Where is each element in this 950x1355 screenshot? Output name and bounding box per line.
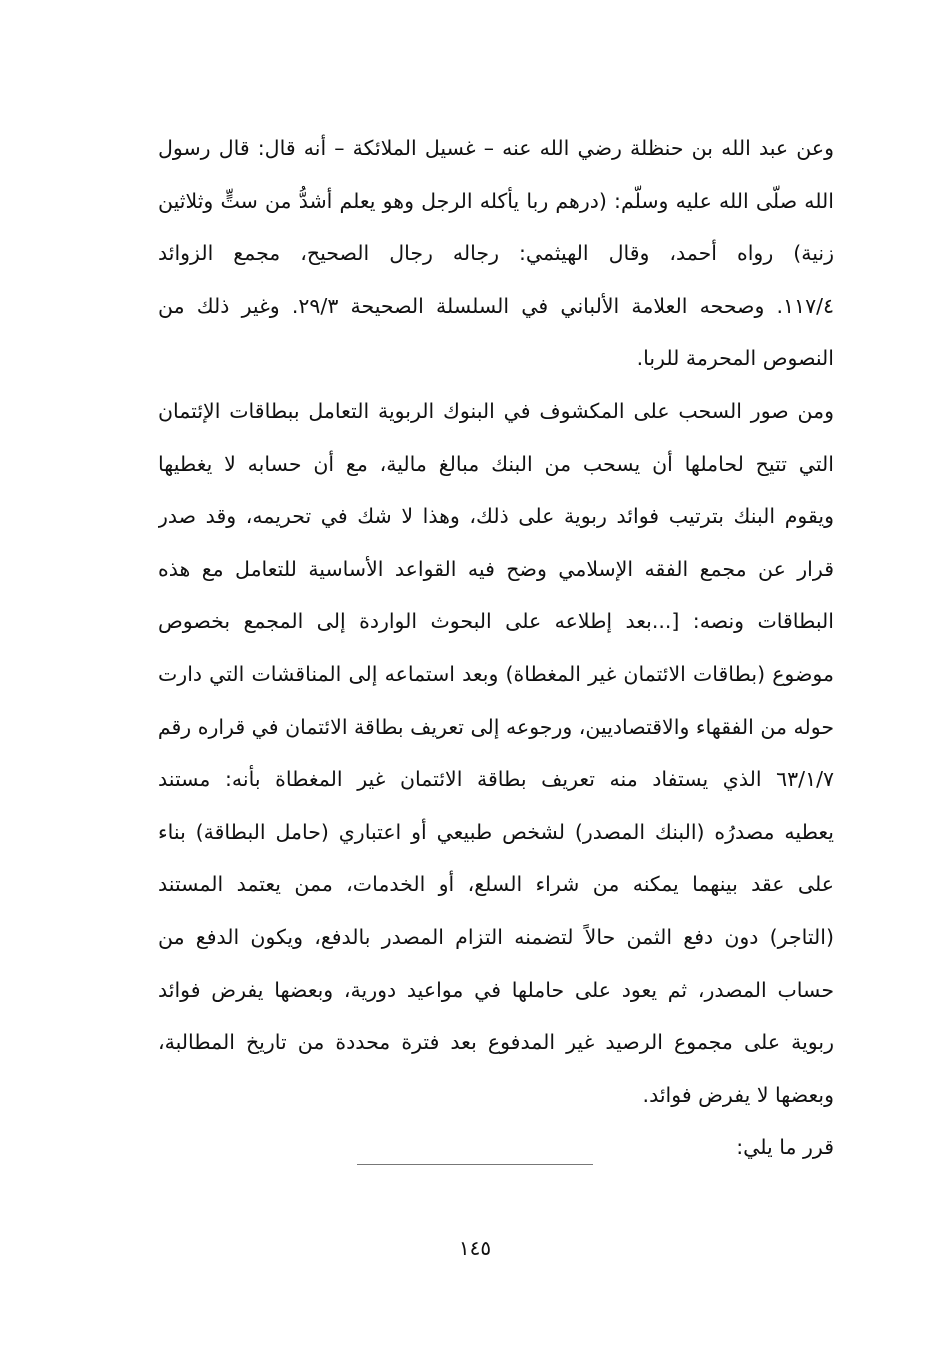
- text-line: الله صلّى الله عليه وسلّم: (درهم ربا يأكله الرجل وهو يعلم أشدُّ من ستٍّ وثلاثين: [158, 188, 834, 213]
- footnote-divider: [357, 1164, 593, 1165]
- text-line: زنية) رواه أحمد، وقال الهيثمي: رجاله رجال الصحيح، مجمع الزوائد: [158, 241, 834, 266]
- text-line: على عقد بينهما يمكنه من شراء السلع، أو الخدمات، ممن يعتمد المستند: [158, 872, 834, 897]
- text-line-last: النصوص المحرمة للربا.: [636, 346, 834, 371]
- body-text: [158, 122, 834, 1174]
- text-line: البطاقات ونصه: [...بعد إطلاعه على البحوث الواردة إلى المجمع بخصوص: [158, 609, 834, 634]
- text-line: ويقوم البنك بترتيب فوائد ربوية على ذلك، وهذا لا شك في تحريمه، وقد صدر: [158, 504, 834, 529]
- text-line: (التاجر) دون دفع الثمن حالاً لتضمنه التزام المصدر بالدفع، ويكون الدفع من: [158, 924, 834, 949]
- text-line: ١١٧/٤. وصححه العلامة الألباني في السلسلة الصحيحة ٢٩/٣. وغير ذلك من: [158, 293, 834, 318]
- decision-heading: قرر ما يلي:: [736, 1135, 834, 1160]
- text-line: حساب المصدر، ثم يعود على حاملها في مواعيد دورية، وبعضها يفرض فوائد: [158, 977, 834, 1002]
- text-line: التي تتيح لحاملها أن يسحب من البنك مبالغ مالية، مع أن حسابه لا يغطيها: [158, 451, 834, 476]
- text-line: وعن عبد الله بن حنظلة رضي الله عنه – غسيل الملائكة – أنه قال: قال رسول: [158, 136, 834, 160]
- text-line: حوله من الفقهاء والاقتصاديين، ورجوعه إلى تعريف بطاقة الائتمان في قراره رقم: [158, 714, 834, 739]
- text-line: موضوع (بطاقات الائتمان غير المغطاة) وبعد استماعه إلى المناقشات التي دارت: [158, 661, 834, 686]
- text-line-last: وبعضها لا يفرض فوائد.: [642, 1082, 834, 1107]
- page-number: ١٤٥: [458, 1236, 492, 1260]
- text-line: ربوية على مجموع الرصيد غير المدفوع بعد فترة محددة من تاريخ المطالبة،: [158, 1030, 834, 1055]
- text-line: ومن صور السحب على المكشوف في البنوك الربوية التعامل ببطاقات الإئتمان: [158, 398, 834, 423]
- text-line: قرار عن مجمع الفقه الإسلامي وضح فيه القواعد الأساسية للتعامل مع هذه: [158, 556, 834, 581]
- text-line: يعطيه مصدرُه (البنك المصدر) لشخص طبيعي أو اعتباري (حامل البطاقة) بناء: [158, 819, 834, 844]
- text-line: ٦٣/١/٧ الذي يستفاد منه تعريف بطاقة الائتمان غير المغطاة بأنه: مستند: [158, 767, 834, 792]
